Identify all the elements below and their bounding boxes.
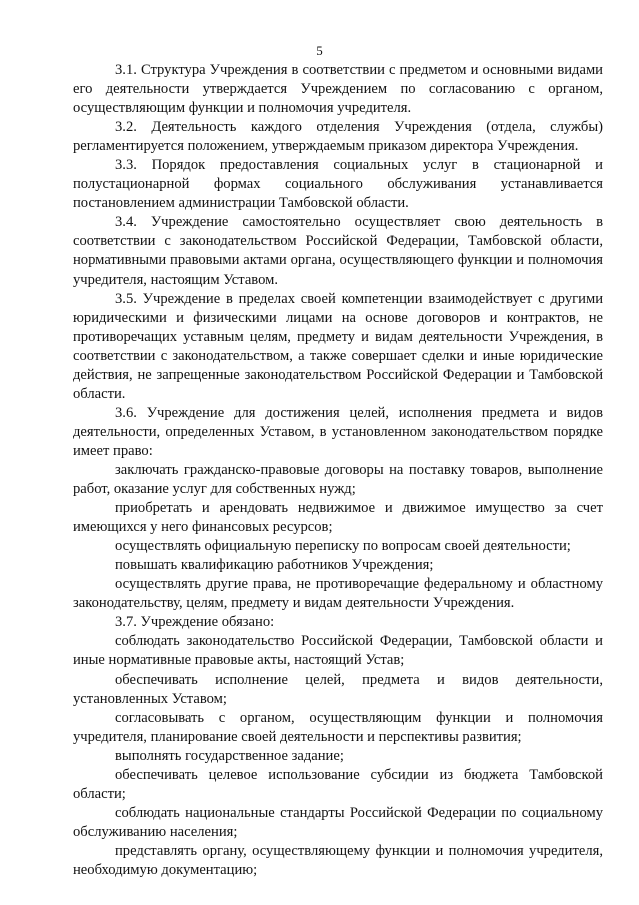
list-item-right: осуществлять другие права, не противоречащие федеральному и областному законодательству, целям, предмету и видам деятельности Учреждения. xyxy=(73,576,603,612)
paragraph-3-6: 3.6. Учреждение для достижения целей, исполнения предмета и видов деятельности, определенных Уставом, в установленном законодательством порядке имеет право: xyxy=(73,404,603,459)
list-item-duty: представлять органу, осуществляющему функции и полномочия учредителя, необходимую документацию; xyxy=(73,842,603,878)
list-item-duty: согласовывать с органом, осуществляющим функции и полномочия учредителя, планирование своей деятельности и перспективы развития; xyxy=(73,709,603,745)
document-body xyxy=(73,61,603,880)
paragraph-3-3: 3.3. Порядок предоставления социальных услуг в стационарной и полустационарной формах социального обслуживания устанавливается постановлением администрации Тамбовской области. xyxy=(73,157,603,212)
paragraph-3-5: 3.5. Учреждение в пределах своей компетенции взаимодействует с другими юридическими и физическими лицами на основе договоров и контрактов, не противоречащих уставным целям, предмету и видам деятельности Учреждения, в соответствии с законодательством, а также совершает сделки и иные юридические действия, не запрещенные законодательством Российской Федерации и Тамбовской области. xyxy=(73,290,603,402)
page-number: 5 xyxy=(316,43,323,58)
paragraph-3-2: 3.2. Деятельность каждого отделения Учреждения (отдела, службы) регламентируется положением, утверждаемым приказом директора Учреждения. xyxy=(73,119,603,155)
list-item-right: приобретать и арендовать недвижимое и движимое имущество за счет имеющихся у него финансовых ресурсов; xyxy=(73,500,603,536)
list-item-duty: выполнять государственное задание; xyxy=(115,747,344,764)
list-item-duty: соблюдать законодательство Российской Федерации, Тамбовской области и иные нормативные правовые акты, настоящий Устав; xyxy=(73,633,603,669)
list-item-right: заключать гражданско-правовые договоры на поставку товаров, выполнение работ, оказание услуг для собственных нужд; xyxy=(73,461,603,498)
list-item-duty: обеспечивать исполнение целей, предмета и видов деятельности, установленных Уставом; xyxy=(73,671,603,707)
list-item-duty: обеспечивать целевое использование субсидии из бюджета Тамбовской области; xyxy=(73,766,603,802)
list-item-right: повышать квалификацию работников Учреждения; xyxy=(115,557,434,574)
list-item-right: осуществлять официальную переписку по вопросам своей деятельности; xyxy=(115,538,571,555)
paragraph-3-7: 3.7. Учреждение обязано: xyxy=(115,614,275,631)
list-item-duty: соблюдать национальные стандарты Российской Федерации по социальному обслуживанию населения; xyxy=(73,804,603,840)
paragraph-3-4: 3.4. Учреждение самостоятельно осуществляет свою деятельность в соответствии с законодательством Российской Федерации, Тамбовской области, нормативными правовыми актами органа, осуществляющего функции и полномочия учредителя, настоящим Уставом. xyxy=(73,214,603,288)
paragraph-3-1: 3.1. Структура Учреждения в соответствии с предметом и основными видами его деятельности утверждается Учреждением по согласованию с органом, осуществляющим функции и полномочия учредителя. xyxy=(73,62,603,117)
